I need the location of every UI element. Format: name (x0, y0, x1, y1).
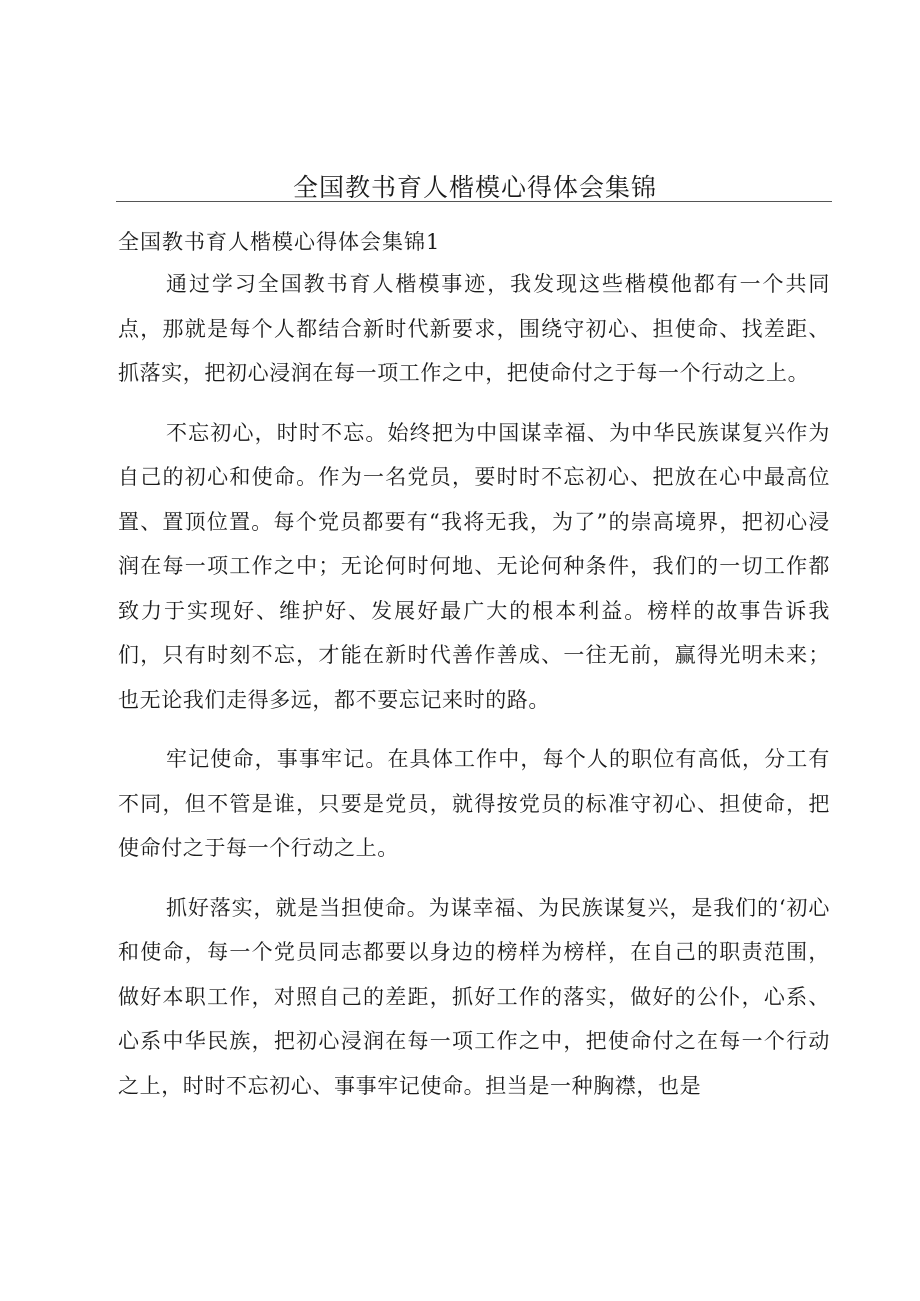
paragraph: 抓好落实，就是当担使命。为谋幸福、为民族谋复兴，是我们的‘初心和使命，每一个党员同志都要以身边的榜样为榜样，在自己的职责范围，做好本职工作，对照自己的差距，抓好工作的落实，做好的公仆，心系、心系中华民族，把初心浸润在每一项工作之中，把使命付之在每一个行动之上，时时不忘初心、事事牢记使命。担当是一种胸襟，也是 (118, 895, 830, 1098)
paragraph: 通过学习全国教书育人楷模事迹，我发现这些楷模他都有一个共同点，那就是每个人都结合新时代新要求，围绕守初心、担使命、找差距、抓落实，把初心浸润在每一项工作之中，把使命付之于每一个行动之上。 (118, 272, 830, 385)
section-heading: 全国教书育人楷模心得体会集锦1 (118, 230, 441, 254)
document-title: 全国教书育人楷模心得体会集锦 (292, 173, 657, 202)
paragraph: 不忘初心，时时不忘。始终把为中国谋幸福、为中华民族谋复兴作为自己的初心和使命。作为一名党员，要时时不忘初心、把放在心中最高位置、置顶位置。每个党员都要有“我将无我，为了”的崇高境界，把初心浸润在每一项工作之中；无论何时何地、无论何种条件，我们的一切工作都致力于实现好、维护好、发展好最广大的根本利益。榜样的故事告诉我们，只有时刻不忘，才能在新时代善作善成、一往无前，赢得光明未来；也无论我们走得多远，都不要忘记来时的路。 (118, 420, 830, 712)
paragraph: 牢记使命，事事牢记。在具体工作中，每个人的职位有高低，分工有不同，但不管是谁，只要是党员，就得按党员的标准守初心、担使命，把使命付之于每一个行动之上。 (118, 747, 830, 860)
title-underline (116, 201, 832, 202)
body-text (118, 262, 830, 1123)
